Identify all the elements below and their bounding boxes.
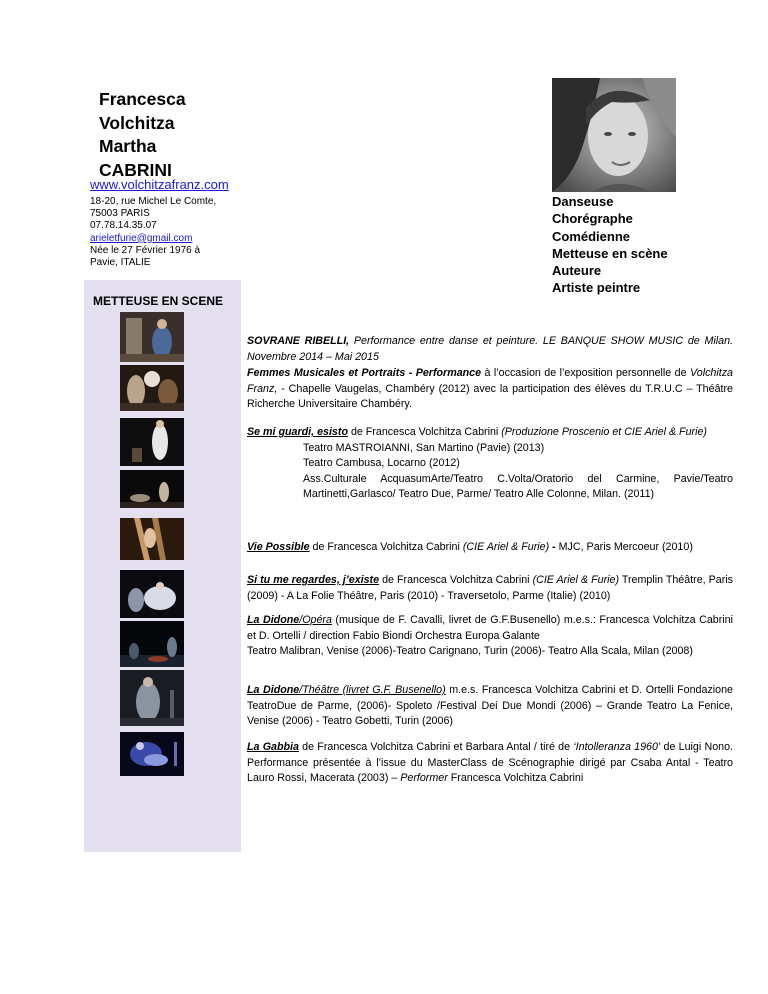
portrait-photo <box>552 78 676 192</box>
production-photo <box>120 418 184 466</box>
role-item: Artiste peintre <box>552 280 641 296</box>
source-work: ‘Intolleranza 1960’ <box>573 741 661 753</box>
name-line-3: Martha <box>99 136 157 156</box>
name-line-4: CABRINI <box>99 159 172 180</box>
production-photo <box>120 570 184 618</box>
venue-line: Ass.Culturale AcquasumArte/Teatro C.Volta/Oratorio del Carmine, Pavie/Teatro Martinetti,Garlasco/ Teatro Due, Parme/ Teatro Alle Colonne, Milan. (2011) <box>303 472 733 500</box>
production-photo <box>120 470 184 508</box>
address-line-2: 75003 PARIS <box>90 208 150 220</box>
role-item: Auteure <box>552 263 602 279</box>
production-photo <box>120 365 184 411</box>
production-entry <box>247 540 733 556</box>
production-description: (musique de F. Cavalli, livret de G.F.Busenello) m.e.s.: Francesca Volchitza Cabrini et D. Ortelli / direction Fabio Biondi Orchestra Europa Galante <box>247 614 733 642</box>
performer-label: Performer <box>400 772 448 784</box>
production-subtitle: /Opéra <box>299 614 332 626</box>
production-description: à l’occasion de l’exposition personnelle de <box>481 367 691 379</box>
production-company: (CIE Ariel & Furie) <box>462 541 550 553</box>
production-entry <box>247 425 733 503</box>
production-photo <box>120 670 184 726</box>
production-title: Femmes Musicales et Portraits - Performance <box>247 367 482 379</box>
production-venues: Tremplin Théâtre, Paris (2009) - A La Folie Théâtre, Paris (2010) - Traversetolo, Parme (Italie) (2010) <box>247 574 733 602</box>
role-item: Comédienne <box>552 228 631 244</box>
venue-line: Teatro MASTROIANNI, San Martino (Pavie) (2013) <box>303 441 545 454</box>
artist-name: Volchitza Franz, <box>247 367 733 395</box>
birth-line-1: Née le 27 Février 1976 à <box>90 244 201 256</box>
production-entry <box>247 683 733 730</box>
production-entry <box>247 573 733 604</box>
role-item: Metteuse en scène <box>552 245 668 261</box>
production-author: de Francesca Volchitza Cabrini <box>309 541 463 553</box>
production-description: de Luigi Nono. Performance présentée à l’issue du MasterClass de Scénographie dirigé par Csaba Antal - Teatro Lauro Rossi, Macerata (2003) – <box>247 741 733 784</box>
production-company: (CIE Ariel & Furie) <box>532 574 620 586</box>
production-subtitle: /Théâtre (livret G.F. Busenello) <box>299 684 446 696</box>
production-venues: Teatro Malibran, Venise (2006)-Teatro Carignano, Turin (2006)- Teatro Alla Scala, Milan (2008) <box>247 645 693 657</box>
production-photo <box>120 732 184 776</box>
venue-line: Teatro Cambusa, Locarno (2012) <box>303 457 460 469</box>
production-description: m.e.s. Francesca Volchitza Cabrini et D. Ortelli Fondazione TeatroDue de Parme, (2006)- Spoleto /Festival Dei Due Mondi (2006) – Grande Teatro La Fenice, Venise (2006) - Teatro Gobetti, Turin (2006) <box>247 684 733 727</box>
production-entry <box>247 740 733 787</box>
roles-list <box>552 193 668 297</box>
contact-info <box>90 196 216 269</box>
production-title: Si tu me regardes, j’existe <box>247 574 380 586</box>
section-title: METTEUSE EN SCENE <box>93 294 224 308</box>
website-link[interactable]: www.volchitzafranz.com <box>90 177 229 192</box>
production-title: Se mi guardi, esisto <box>247 426 348 438</box>
performer-name: Francesca Volchitza Cabrini <box>447 772 584 784</box>
email-link[interactable]: arieletfurie@gmail.com <box>90 232 193 244</box>
birth-line-2: Pavie, ITALIE <box>90 257 151 269</box>
phone-number: 07.78.14.35.07 <box>90 220 157 232</box>
production-description: de Francesca Volchitza Cabrini et Barbara Antal / tiré de <box>298 741 574 753</box>
name-line-2: Volchitza <box>99 112 175 133</box>
production-title: Vie Possible <box>247 541 310 553</box>
role-item: Danseuse <box>552 194 614 209</box>
production-title: La Gabbia <box>247 741 299 753</box>
production-author: de Francesca Volchitza Cabrini <box>347 426 502 438</box>
production-venues: MJC, Paris Mercoeur (2010) <box>558 541 693 553</box>
production-photo <box>120 621 184 667</box>
name-line-1: Francesca <box>99 89 186 109</box>
separator: - <box>549 541 559 553</box>
address-line-1: 18-20, rue Michel Le Comte, <box>90 196 217 207</box>
production-title: La Didone <box>247 684 300 696</box>
production-author: de Francesca Volchitza Cabrini <box>379 574 533 586</box>
production-title: SOVRANE RIBELLI, <box>247 335 350 347</box>
production-description: - Chapelle Vaugelas, Chambéry (2012) avec la participation des élèves du T.R.U.C – Théâtre Richerche Universitaire Chambéry. <box>247 382 733 410</box>
role-item: Chorégraphe <box>552 211 633 227</box>
production-entry <box>247 613 733 660</box>
production-title: La Didone <box>247 614 300 626</box>
production-company: (Produzione Proscenio et CIE Ariel & Furie) <box>501 426 707 438</box>
production-entry <box>247 334 733 365</box>
production-photo <box>120 518 184 560</box>
person-name <box>99 88 186 182</box>
production-description: Performance entre danse et peinture. LE BANQUE SHOW MUSIC de Milan. Novembre 2014 – Mai 2015 <box>247 335 733 363</box>
production-entry <box>247 366 733 413</box>
production-photo <box>120 312 184 362</box>
